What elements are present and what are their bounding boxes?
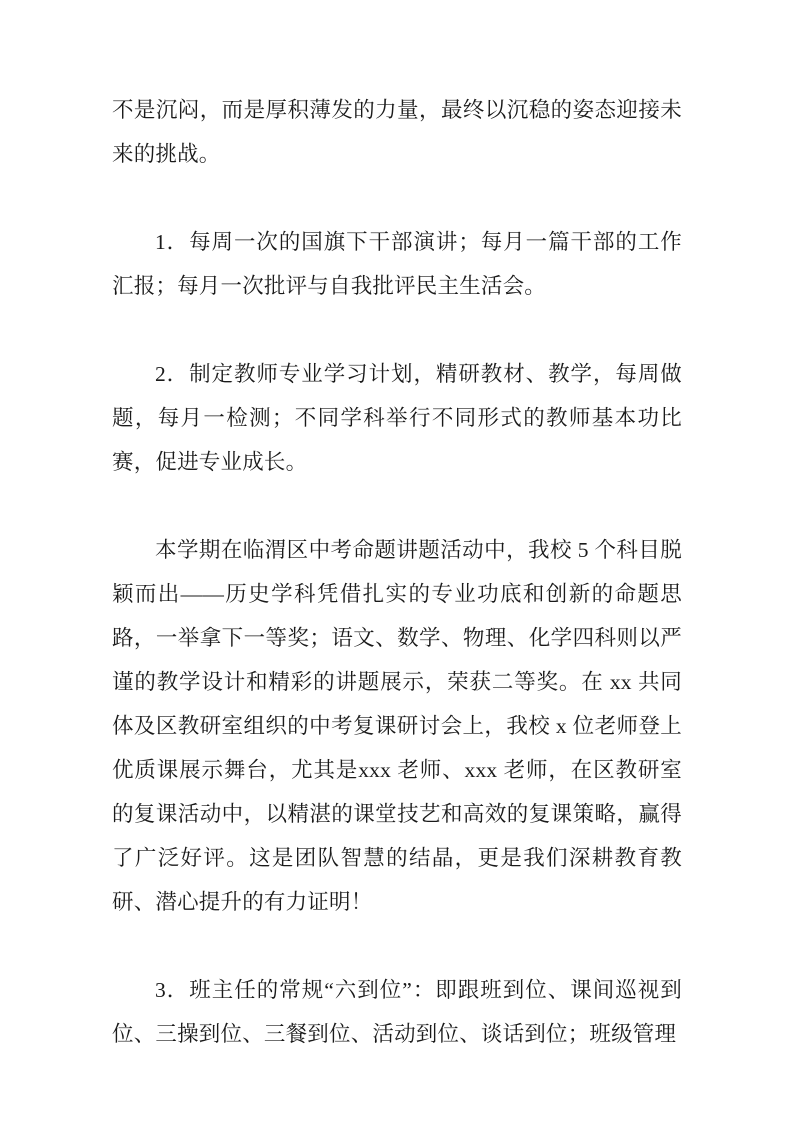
paragraph-item-1: 1．每周一次的国旗下干部演讲；每月一篇干部的工作汇报；每月一次批评与自我批评民主生活会。 <box>112 230 682 298</box>
paragraph-item-3: 3．班主任的常规“六到位”：即跟班到位、课间巡视到位、三操到位、三餐到位、活动到位、谈话到位；班级管理 <box>112 978 682 1046</box>
paragraph-achievements: 本学期在临渭区中考命题讲题活动中，我校 5 个科目脱颖而出——历史学科凭借扎实的专业功底和创新的命题思路，一举拿下一等奖；语文、数学、物理、化学四科则以严谨的教学设计和精彩的讲题展示，荣获二等奖。在 xx 共同体及区教研室组织的中考复课研讨会上，我校 x 位老师登上优质课展示舞台，尤其是xxx 老师、xxx 老师，在区教研室的复课活动中，以精湛的课堂技艺和高效的复课策略，赢得了广泛好评。这是团队智慧的结晶，更是我们深耕教育教研、潜心提升的有力证明！ <box>112 538 682 914</box>
paragraph-item-2: 2．制定教师专业学习计划，精研教材、教学，每周做题，每月一检测；不同学科举行不同形式的教师基本功比赛，促进专业成长。 <box>112 362 682 474</box>
document-body <box>112 88 682 1056</box>
paragraph-continuation: 不是沉闷，而是厚积薄发的力量，最终以沉稳的姿态迎接未来的挑战。 <box>112 98 682 166</box>
